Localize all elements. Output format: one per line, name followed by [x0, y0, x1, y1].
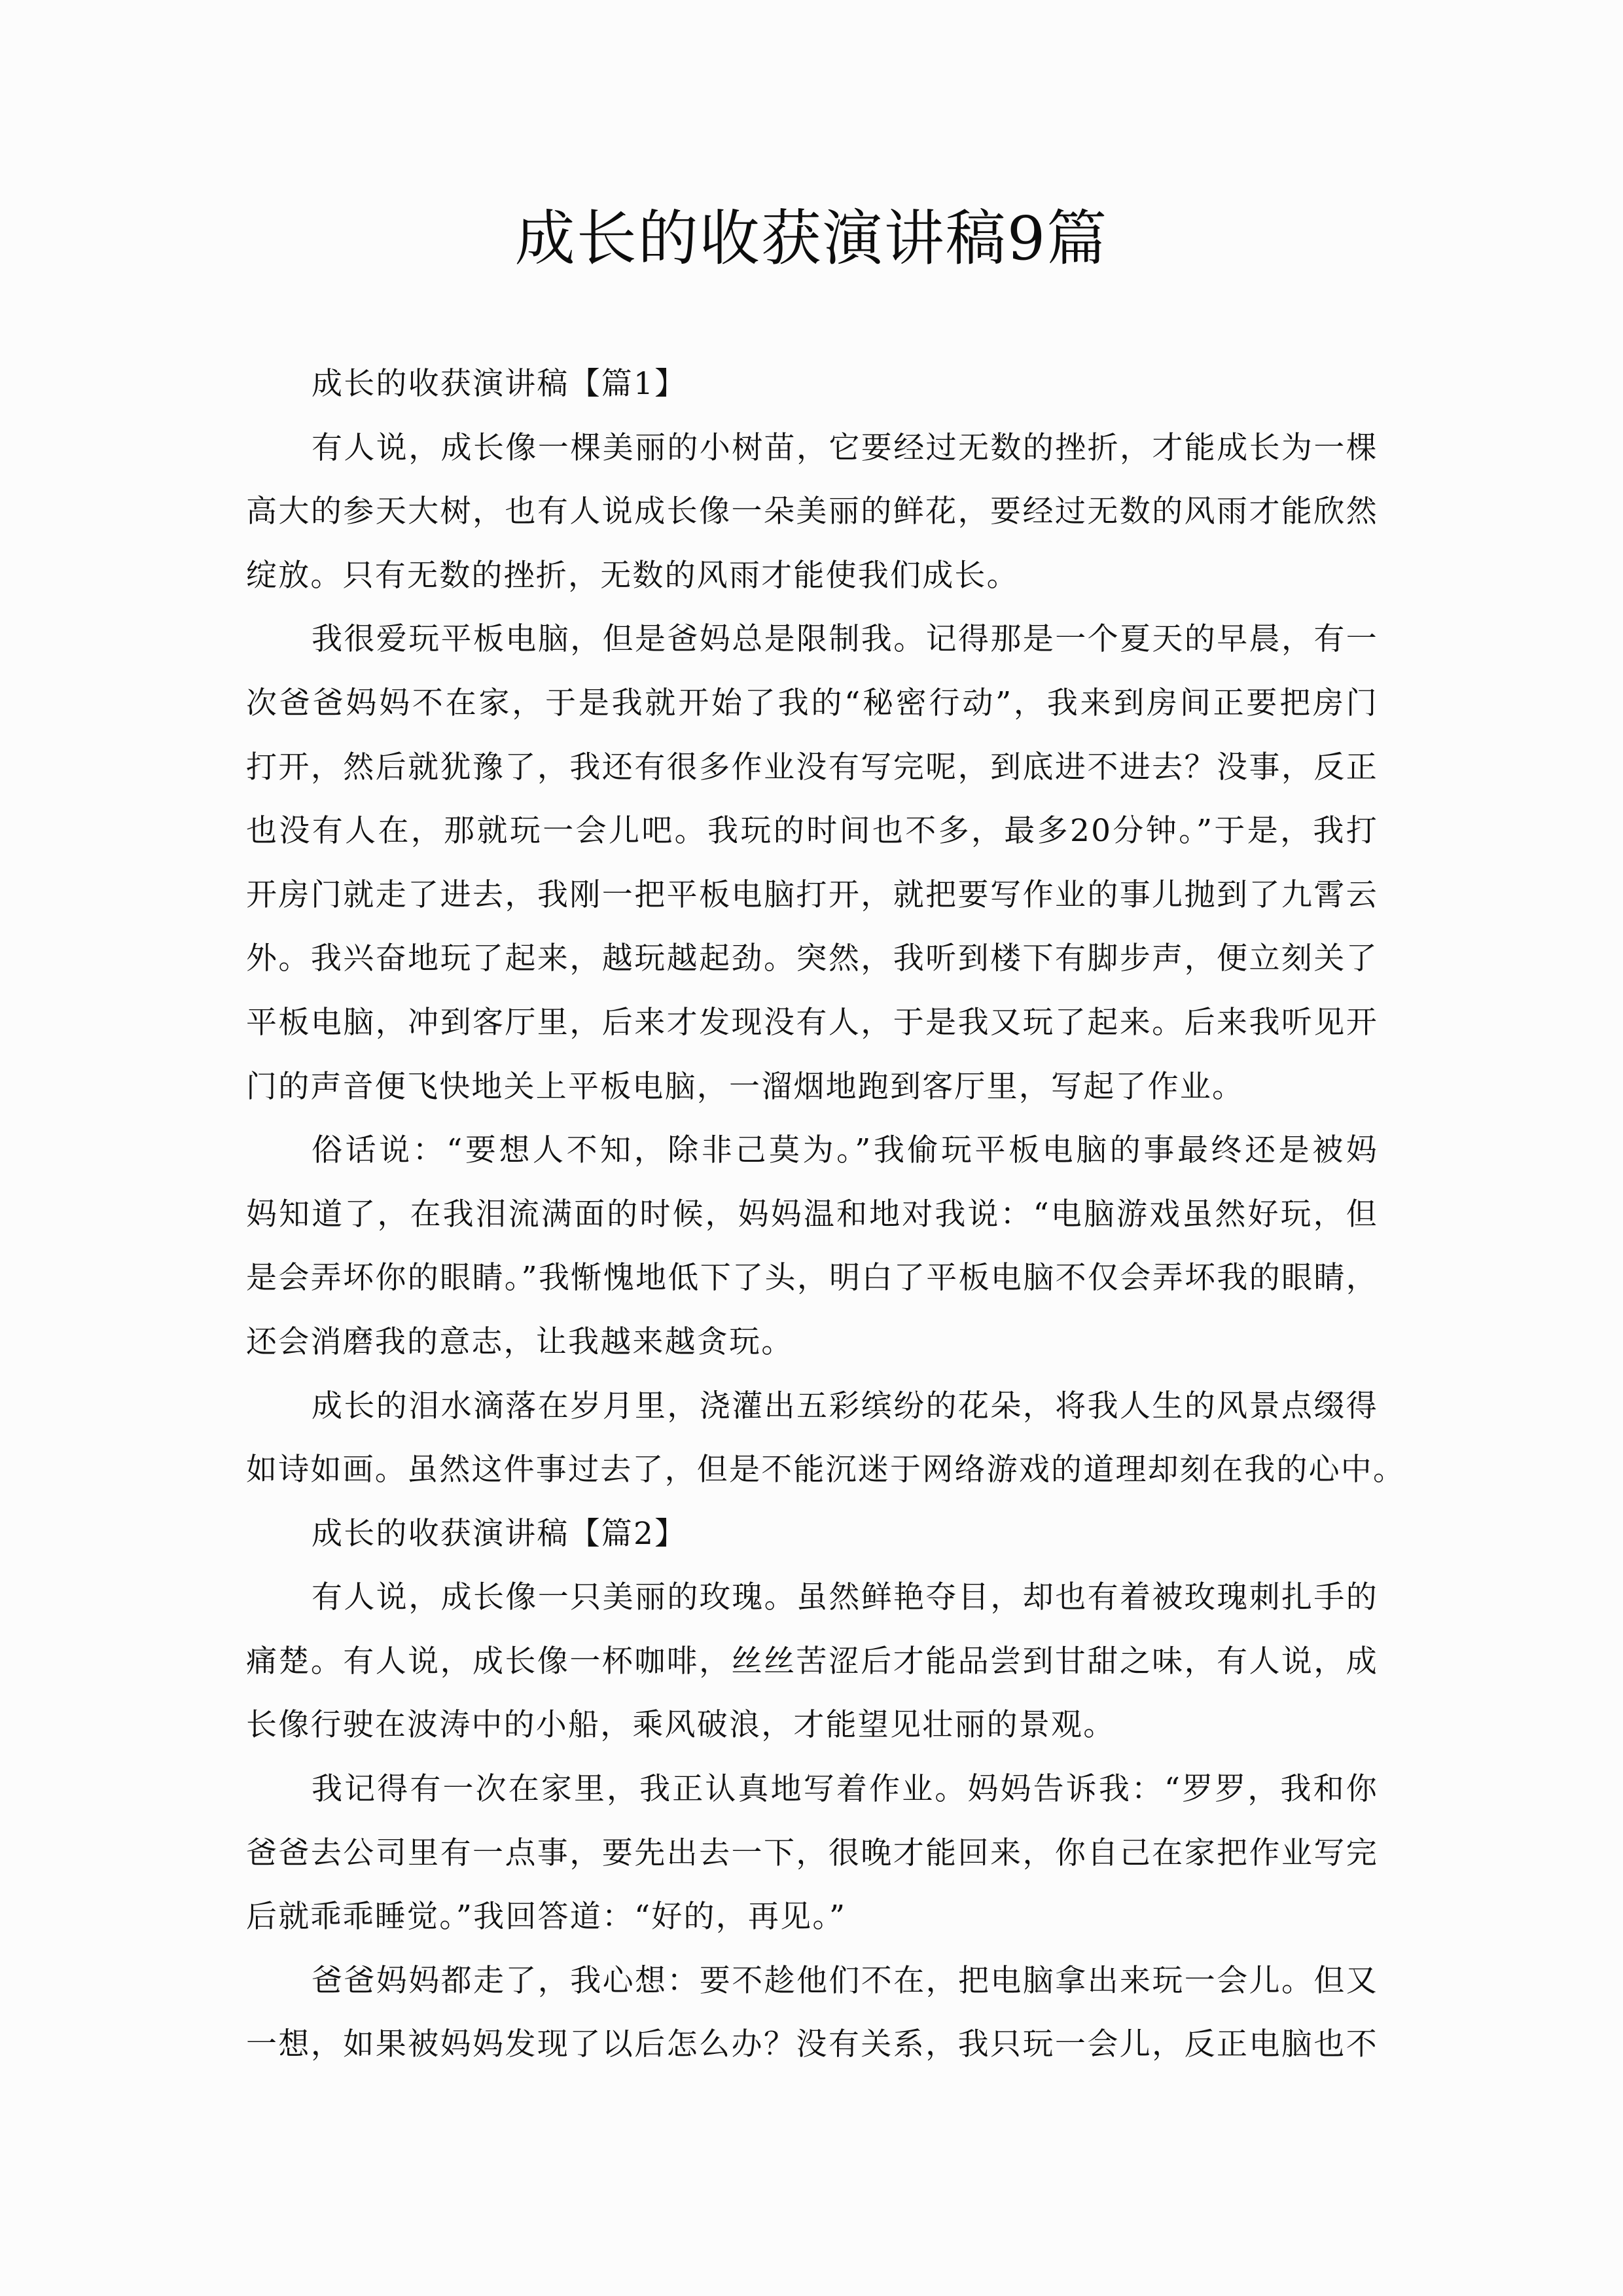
paragraph-line: 有人说，成长像一只美丽的玫瑰。虽然鲜艳夺目，却也有着被玫瑰刺扎手的: [312, 1579, 1378, 1616]
paragraph-line: 俗话说：“要想人不知，除非己莫为。”我偷玩平板电脑的事最终还是被妈: [312, 1132, 1378, 1169]
paragraph-line: 外。我兴奋地玩了起来，越玩越起劲。突然，我听到楼下有脚步声，便立刻关了: [246, 941, 1378, 977]
paragraph-line: 次爸爸妈妈不在家，于是我就开始了我的“秘密行动”，我来到房间正要把房门: [246, 685, 1378, 721]
paragraph-line: 打开，然后就犹豫了，我还有很多作业没有写完呢，到底进不进去？没事，反正: [246, 749, 1378, 785]
paragraph-line: 爸爸去公司里有一点事，要先出去一下，很晚才能回来，你自己在家把作业写完: [246, 1835, 1378, 1871]
document-body: [246, 352, 1406, 2077]
paragraph-line: 我记得有一次在家里，我正认真地写着作业。妈妈告诉我：“罗罗，我和你: [312, 1771, 1378, 1808]
paragraph-line: 也没有人在，那就玩一会儿吧。我玩的时间也不多，最多20分钟。”于是，我打: [246, 813, 1378, 850]
paragraph-line: 绽放。只有无数的挫折，无数的风雨才能使我们成长。: [246, 557, 1019, 594]
paragraph-line: 平板电脑，冲到客厅里，后来才发现没有人，于是我又玩了起来。后来我听见开: [246, 1004, 1378, 1041]
section-heading-2: 成长的收获演讲稿【篇2】: [312, 1515, 687, 1552]
paragraph-line: 门的声音便飞快地关上平板电脑，一溜烟地跑到客厅里，写起了作业。: [246, 1068, 1245, 1105]
paragraph-line: 我很爱玩平板电脑，但是爸妈总是限制我。记得那是一个夏天的早晨，有一: [312, 621, 1378, 658]
paragraph-line: 痛楚。有人说，成长像一杯咖啡，丝丝苦涩后才能品尝到甘甜之味，有人说，成: [246, 1643, 1378, 1679]
paragraph-line: 爸爸妈妈都走了，我心想：要不趁他们不在，把电脑拿出来玩一会儿。但又: [312, 1962, 1378, 1999]
paragraph-line: 是会弄坏你的眼睛。”我惭愧地低下了头，明白了平板电脑不仅会弄坏我的眼睛，: [246, 1260, 1378, 1297]
paragraph-line: 一想，如果被妈妈发现了以后怎么办？没有关系，我只玩一会儿，反正电脑也不: [246, 2026, 1378, 2063]
paragraph-line: 如诗如画。虽然这件事过去了，但是不能沉迷于网络游戏的道理却刻在我的心中。: [246, 1452, 1406, 1488]
paragraph-line: 还会消磨我的意志，让我越来越贪玩。: [246, 1323, 794, 1360]
paragraph-line: 高大的参天大树，也有人说成长像一朵美丽的鲜花，要经过无数的风雨才能欣然: [246, 493, 1378, 530]
section-heading-1: 成长的收获演讲稿【篇1】: [312, 366, 687, 402]
document-title: 成长的收获演讲稿9篇: [514, 204, 1109, 274]
paragraph-line: 成长的泪水滴落在岁月里，浇灌出五彩缤纷的花朵，将我人生的风景点缀得: [312, 1388, 1378, 1424]
paragraph-line: 开房门就走了进去，我刚一把平板电脑打开，就把要写作业的事儿抛到了九霄云: [246, 876, 1378, 913]
paragraph-line: 有人说，成长像一棵美丽的小树苗，它要经过无数的挫折，才能成长为一棵: [312, 429, 1378, 466]
paragraph-line: 长像行驶在波涛中的小船，乘风破浪，才能望见壮丽的景观。: [246, 1707, 1116, 1744]
paragraph-line: 妈知道了，在我泪流满面的时候，妈妈温和地对我说：“电脑游戏虽然好玩，但: [246, 1196, 1378, 1232]
paragraph-line: 后就乖乖睡觉。”我回答道：“好的，再见。”: [246, 1899, 847, 1935]
